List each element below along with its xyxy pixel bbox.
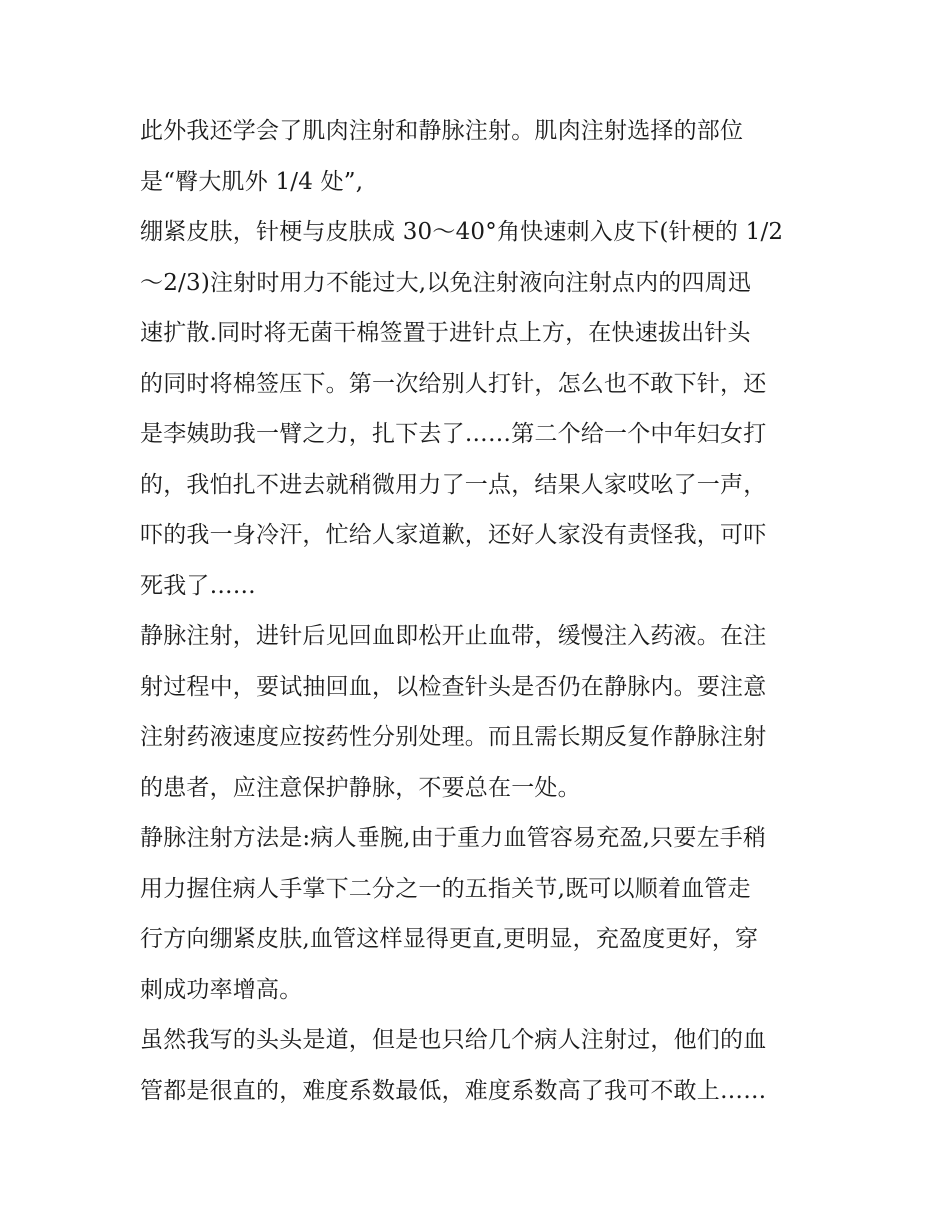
text-line: 此外我还学会了肌肉注射和静脉注射。肌肉注射选择的部位 [140, 118, 744, 144]
text-line: 刺成功率增高。 [140, 976, 303, 1003]
text-line: 速扩散.同时将无菌干棉签置于进针点上方，在快速拔出针头 [140, 320, 751, 346]
text-line: 的患者，应注意保护静脉，不要总在一处。 [140, 774, 581, 801]
text-line: ～2/3)注射时用力不能过大,以免注射液向注射点内的四周迅 [140, 269, 752, 296]
text-line: 虽然我写的头头是道，但是也只给几个病人注射过，他们的血 [140, 1027, 767, 1053]
text-line: 的，我怕扎不进去就稍微用力了一点，结果人家哎吆了一声， [140, 471, 767, 498]
text-line: 的同时将棉签压下。第一次给别人打针，怎么也不敢下针，还 [140, 370, 767, 397]
text-line: 用力握住病人手掌下二分之一的五指关节,既可以顺着血管走 [140, 875, 751, 902]
text-line: 行方向绷紧皮肤,血管这样显得更直,更明显，充盈度更好，穿 [140, 926, 759, 952]
text-line: 射过程中，要试抽回血，以检查针头是否仍在静脉内。要注意 [140, 673, 767, 700]
text-line: 是李姨助我一臂之力，扎下去了……第二个给一个中年妇女打 [140, 421, 767, 447]
text-line: 管都是很直的，难度系数最低，难度系数高了我可不敢上…… [140, 1077, 767, 1104]
body-text [140, 106, 820, 1116]
text-line: 静脉注射，进针后见回血即松开止血带，缓慢注入药液。在注 [140, 623, 767, 649]
text-line: 吓的我一身冷汗，忙给人家道歉，还好人家没有责怪我，可吓 [140, 522, 767, 548]
text-line: 注射药液速度应按药性分别处理。而且需长期反复作静脉注射 [140, 724, 767, 750]
text-line: 是“臀大肌外 1/4 处”, [140, 168, 364, 195]
text-line: 绷紧皮肤，针梗与皮肤成 30～40°角快速刺入皮下(针梗的 1/2 [140, 219, 784, 245]
text-line: 静脉注射方法是:病人垂腕,由于重力血管容易充盈,只要左手稍 [140, 825, 767, 851]
text-line: 死我了…… [140, 572, 256, 599]
